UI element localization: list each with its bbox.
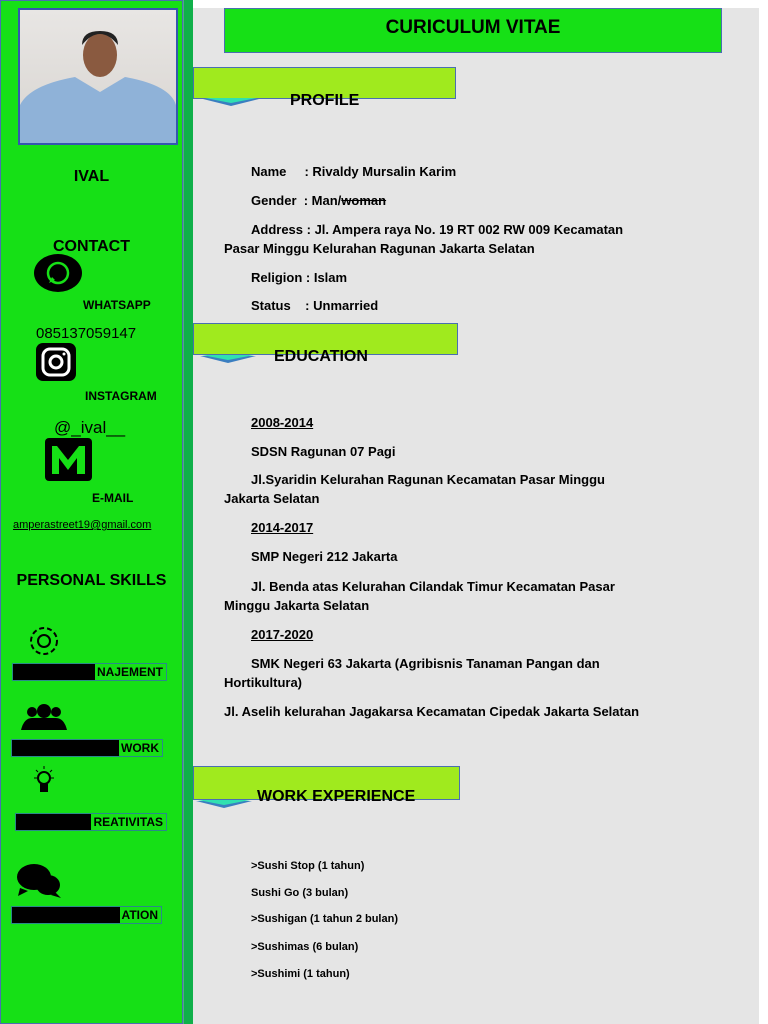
phone-number[interactable]: 085137059147 [36,325,137,342]
profile-photo [18,8,178,145]
instagram-label: INSTAGRAM [85,389,157,403]
gear-icon [23,622,65,665]
lightbulb-icon [31,764,59,805]
edu-address-cont: Minggu Jakarta Selatan [224,598,370,613]
skill-management: NAJEMENT [12,663,167,681]
edu-years: 2008-2014 [251,415,314,430]
redaction-bar [12,740,119,756]
chevron-down-icon [200,356,256,363]
email-label: E-MAIL [92,491,134,505]
work-item: >Sushimas (6 bulan) [251,941,359,953]
edu-address: Jl. Benda atas Kelurahan Cilandak Timur Kecamatan Pasar [251,579,615,594]
skill-creativity: REATIVITAS [15,813,167,831]
edu-school: SDSN Ragunan 07 Pagi [251,444,396,459]
profile-heading: PROFILE [290,92,360,109]
work-item: >Sushi Stop (1 tahun) [251,860,365,872]
profile-name: Name : Rivaldy Mursalin Karim [251,164,457,179]
profile-gender: Gender : Man/woman [251,193,387,208]
chevron-down-icon [203,99,259,106]
sidebar-strip [183,0,193,1024]
work-item: >Sushigan (1 tahun 2 bulan) [251,913,398,925]
edu-address: Jl.Syaridin Kelurahan Ragunan Kecamatan Pasar Minggu [251,472,605,487]
profile-status: Status : Unmarried [251,298,379,313]
redaction-bar [12,907,120,923]
edu-years: 2014-2017 [251,520,314,535]
cv-title: CURICULUM VITAE [224,8,722,53]
work-item: >Sushimi (1 tahun) [251,968,350,980]
skill-communication: ATION [11,906,162,924]
team-icon [19,704,69,737]
email-icon [45,438,92,481]
sidebar-name: IVAL [73,168,110,185]
chat-bubbles-icon [15,862,63,905]
redaction-bar [16,814,91,830]
edu-years: 2017-2020 [251,627,314,642]
chevron-down-icon [196,801,252,808]
redaction-bar [13,664,95,680]
edu-address-cont: Jakarta Selatan [224,491,320,506]
edu-school: SMP Negeri 212 Jakarta [251,549,398,564]
profile-address: Address : Jl. Ampera raya No. 19 RT 002 RW 009 Kecamatan [251,222,624,237]
edu-address: Jl. Aselih kelurahan Jagakarsa Kecamatan Cipedak Jakarta Selatan [224,704,640,719]
edu-school: SMK Negeri 63 Jakarta (Agribisnis Tanaman Pangan dan [251,656,600,671]
education-heading: EDUCATION [274,348,368,365]
work-item: Sushi Go (3 bulan) [251,887,349,899]
edu-school-cont: Hortikultura) [224,675,302,690]
profile-address-cont: Pasar Minggu Kelurahan Ragunan Jakarta Selatan [224,241,535,256]
skills-heading: PERSONAL SKILLS [16,572,167,589]
instagram-icon [36,343,76,381]
contact-heading: CONTACT [52,238,131,255]
whatsapp-label: WHATSAPP [83,298,151,312]
skill-teamwork: WORK [11,739,163,757]
email-link[interactable]: amperastreet19@gmail.com [13,519,152,531]
work-heading: WORK EXPERIENCE [257,788,416,805]
profile-religion: Religion : Islam [251,270,348,285]
instagram-handle[interactable]: @_ival__ [54,418,126,437]
whatsapp-icon [34,254,82,292]
